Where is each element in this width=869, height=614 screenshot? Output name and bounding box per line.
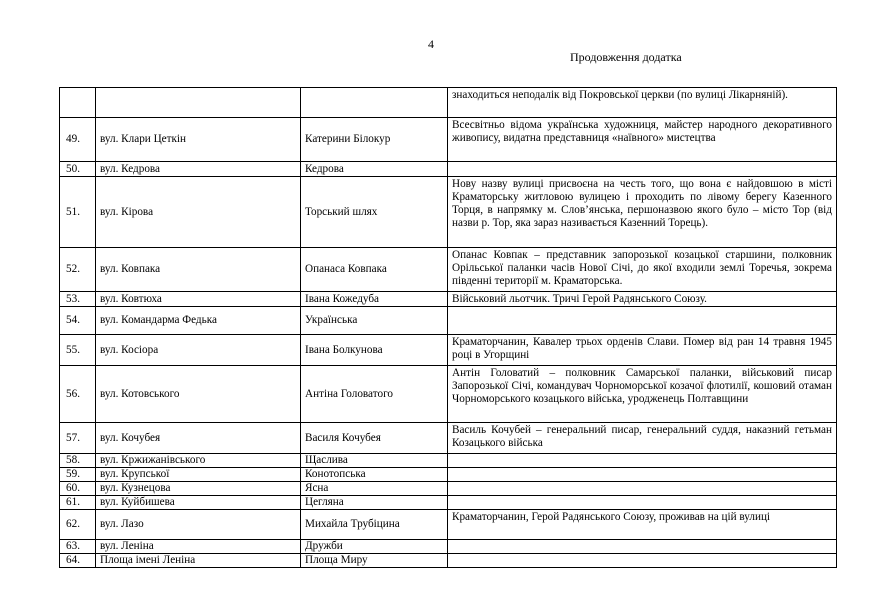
old-street-name: вул. Кедрова	[96, 162, 301, 177]
old-street-name: вул. Котовського	[96, 366, 301, 423]
table-row	[60, 162, 837, 177]
table-row	[60, 510, 837, 540]
new-street-name: Івана Болкунова	[301, 335, 448, 366]
row-number: 62.	[60, 510, 96, 540]
new-street-name	[301, 88, 448, 118]
old-street-name: вул. Ковтюха	[96, 292, 301, 307]
row-number: 59.	[60, 468, 96, 482]
old-street-name: вул. Ковпака	[96, 248, 301, 292]
rename-description: Василь Кочубей – генеральний писар, генеральний суддя, наказний гетьман Козацького війська	[448, 423, 837, 454]
old-street-name: Площа імені Леніна	[96, 554, 301, 568]
row-number: 51.	[60, 177, 96, 248]
row-number	[60, 88, 96, 118]
table-row	[60, 177, 837, 248]
rename-description	[448, 162, 837, 177]
old-street-name: вул. Лазо	[96, 510, 301, 540]
street-renaming-table	[59, 87, 837, 568]
old-street-name: вул. Кірова	[96, 177, 301, 248]
old-street-name: вул. Леніна	[96, 540, 301, 554]
rename-description: Військовий льотчик. Тричі Герой Радянського Союзу.	[448, 292, 837, 307]
table-row	[60, 423, 837, 454]
row-number: 58.	[60, 454, 96, 468]
row-number: 64.	[60, 554, 96, 568]
new-street-name: Дружби	[301, 540, 448, 554]
table-row	[60, 482, 837, 496]
old-street-name: вул. Крупської	[96, 468, 301, 482]
old-street-name: вул. Клари Цеткін	[96, 118, 301, 162]
new-street-name: Ясна	[301, 482, 448, 496]
row-number: 60.	[60, 482, 96, 496]
old-street-name: вул. Куйбишева	[96, 496, 301, 510]
rename-description: Опанас Ковпак – представник запорозької козацької старшини, полковник Орільської паланки часів Нової Січі, до якої входили землі Торечья, зокрема південні території м. Краматорська.	[448, 248, 837, 292]
new-street-name: Івана Кожедуба	[301, 292, 448, 307]
row-number: 55.	[60, 335, 96, 366]
table-row	[60, 554, 837, 568]
rename-description	[448, 307, 837, 335]
row-number: 61.	[60, 496, 96, 510]
new-street-name: Катерини Білокур	[301, 118, 448, 162]
old-street-name: вул. Кузнецова	[96, 482, 301, 496]
row-number: 56.	[60, 366, 96, 423]
row-number: 50.	[60, 162, 96, 177]
rename-description: знаходиться неподалік від Покровської церкви (по вулиці Лікарняній).	[448, 88, 837, 118]
rename-description	[448, 468, 837, 482]
table-row	[60, 335, 837, 366]
rename-description	[448, 496, 837, 510]
rename-description: Всесвітньо відома українська художниця, майстер народного декоративного живопису, видатна представниця «наївного» мистецтва	[448, 118, 837, 162]
table-row	[60, 366, 837, 423]
new-street-name: Василя Кочубея	[301, 423, 448, 454]
rename-description	[448, 482, 837, 496]
old-street-name: вул. Командарма Федька	[96, 307, 301, 335]
rename-description	[448, 554, 837, 568]
new-street-name: Щаслива	[301, 454, 448, 468]
table-row	[60, 248, 837, 292]
table-row	[60, 540, 837, 554]
table-row	[60, 307, 837, 335]
row-number: 49.	[60, 118, 96, 162]
new-street-name: Торський шлях	[301, 177, 448, 248]
rename-description	[448, 540, 837, 554]
new-street-name: Михайла Трубіцина	[301, 510, 448, 540]
rename-description: Нову назву вулиці присвоєна на честь того, що вона є найдовшою в місті Краматорську житловою вулицею і проходить по лівому берегу Казенного Торця, в напрямку м. Слов’янська, першоназвою якого було – місто Тор (від назви р. Тор, яка зараз називається Казенний Торець).	[448, 177, 837, 248]
table-row	[60, 292, 837, 307]
old-street-name: вул. Косіора	[96, 335, 301, 366]
old-street-name	[96, 88, 301, 118]
rename-description	[448, 454, 837, 468]
new-street-name: Площа Миру	[301, 554, 448, 568]
table-row	[60, 118, 837, 162]
new-street-name: Кедрова	[301, 162, 448, 177]
row-number: 53.	[60, 292, 96, 307]
new-street-name: Українська	[301, 307, 448, 335]
old-street-name: вул. Кочубея	[96, 423, 301, 454]
new-street-name: Опанаса Ковпака	[301, 248, 448, 292]
new-street-name: Антіна Головатого	[301, 366, 448, 423]
new-street-name: Цегляна	[301, 496, 448, 510]
table-row	[60, 454, 837, 468]
rename-description: Краматорчанин, Кавалер трьох орденів Слави. Помер від ран 14 травня 1945 році в Угорщині	[448, 335, 837, 366]
table-row	[60, 496, 837, 510]
row-number: 57.	[60, 423, 96, 454]
old-street-name: вул. Кржижанівського	[96, 454, 301, 468]
row-number: 54.	[60, 307, 96, 335]
rename-description: Антін Головатий – полковник Самарської паланки, військовий писар Запорозької Січі, командувач Чорноморської козачої флотилії, кошовий отаман Чорноморського козацького війська, уродженець Полтавщини	[448, 366, 837, 423]
page-number: 4	[428, 37, 434, 51]
row-number: 52.	[60, 248, 96, 292]
table-row	[60, 88, 837, 118]
rename-description: Краматорчанин, Герой Радянського Союзу, проживав на цій вулиці	[448, 510, 837, 540]
table-row	[60, 468, 837, 482]
new-street-name: Конотопська	[301, 468, 448, 482]
row-number: 63.	[60, 540, 96, 554]
header-note: Продовження додатка	[570, 50, 682, 64]
